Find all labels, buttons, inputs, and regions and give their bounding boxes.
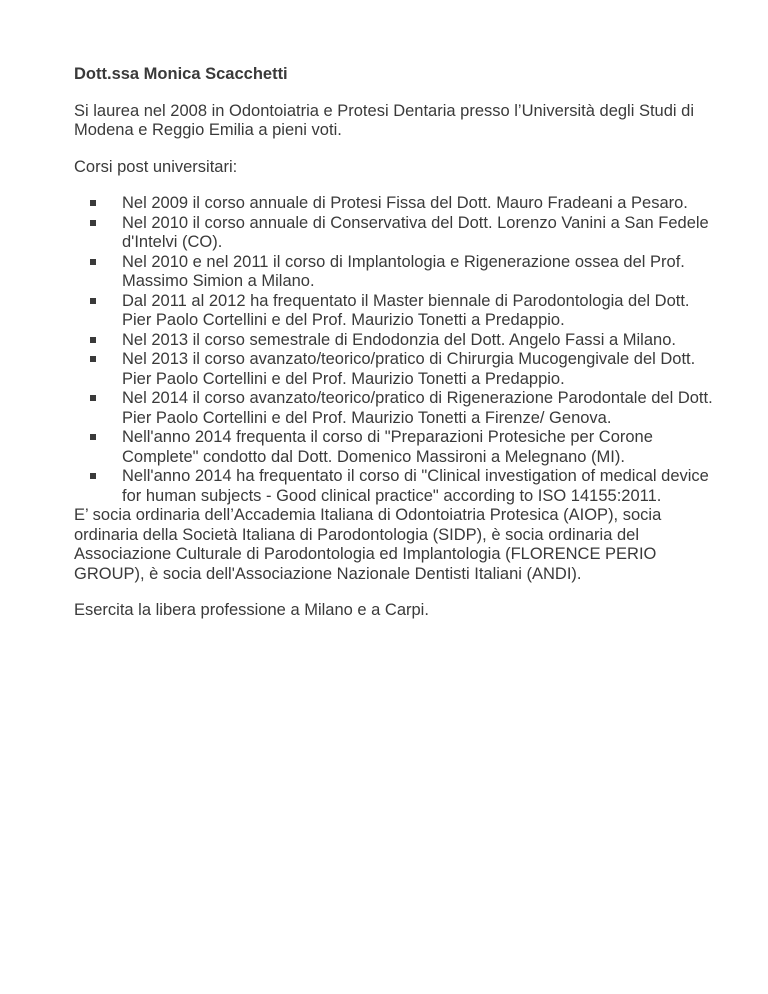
bullet-square-icon <box>90 395 96 401</box>
document-page <box>74 48 714 621</box>
list-item <box>74 428 714 467</box>
intro-paragraph: Si laurea nel 2008 in Odontoiatria e Protesi Dentaria presso l’Università degli Studi di Modena e Reggio Emilia a pieni voti. <box>74 101 695 139</box>
bullet-square-icon <box>90 337 96 343</box>
list-item <box>74 292 714 331</box>
bullet-square-icon <box>90 298 96 304</box>
bullet-square-icon <box>90 200 96 206</box>
bullet-square-icon <box>90 220 96 226</box>
list-item-text: Nel 2013 il corso avanzato/teorico/pratico di Chirurgia Mucogengivale del Dott. Pier Paolo Cortellini e del Prof. Maurizio Tonetti a Predappio. <box>122 350 696 388</box>
list-item-text: Nell'anno 2014 frequenta il corso di "Preparazioni Protesiche per Corone Complete" condotto dal Dott. Domenico Massironi a Melegnano (MI). <box>122 428 653 466</box>
list-item <box>74 331 714 351</box>
list-item <box>74 350 714 389</box>
list-item-text: Nel 2014 il corso avanzato/teorico/pratico di Rigenerazione Parodontale del Dott. Pier Paolo Cortellini e del Prof. Maurizio Tonetti a Firenze/ Genova. <box>122 389 713 427</box>
courses-list <box>74 194 714 506</box>
bullet-square-icon <box>90 473 96 479</box>
list-item <box>74 214 714 253</box>
list-item-text: Nel 2009 il corso annuale di Protesi Fissa del Dott. Mauro Fradeani a Pesaro. <box>122 194 688 212</box>
list-item <box>74 253 714 292</box>
list-item-text: Nel 2013 il corso semestrale di Endodonzia del Dott. Angelo Fassi a Milano. <box>122 330 676 349</box>
list-item-text: Nell'anno 2014 ha frequentato il corso di "Clinical investigation of medical device for human subjects - Good clinical practice" according to ISO 14155:2011. <box>122 467 709 505</box>
practice-paragraph: Esercita la libera professione a Milano e a Carpi. <box>74 601 429 619</box>
memberships-paragraph: E’ socia ordinaria dell’Accademia Italiana di Odontoiatria Protesica (AIOP), socia ordinaria della Società Italiana di Parodontologia (SIDP), è socia ordinaria del Associazione Culturale di Parodontologia ed Implantologia (FLORENCE PERIO GROUP), è socia dell'Associazione Nazionale Dentisti Italiani (ANDI). <box>74 506 662 583</box>
list-item <box>74 389 714 428</box>
list-item-text: Dal 2011 al 2012 ha frequentato il Master biennale di Parodontologia del Dott. Pier Paolo Cortellini e del Prof. Maurizio Tonetti a Predappio. <box>122 291 690 329</box>
bullet-square-icon <box>90 356 96 362</box>
bullet-square-icon <box>90 434 96 440</box>
list-item <box>74 467 714 506</box>
document-title: Dott.ssa Monica Scacchetti <box>74 65 288 83</box>
bullet-square-icon <box>90 259 96 265</box>
list-item-text: Nel 2010 e nel 2011 il corso di Implantologia e Rigenerazione ossea del Prof. Massimo Simion a Milano. <box>122 252 685 290</box>
courses-heading: Corsi post universitari: <box>74 157 238 176</box>
list-item <box>74 194 714 214</box>
list-item-text: Nel 2010 il corso annuale di Conservativa del Dott. Lorenzo Vanini a San Fedele d'Intelvi (CO). <box>122 213 709 251</box>
